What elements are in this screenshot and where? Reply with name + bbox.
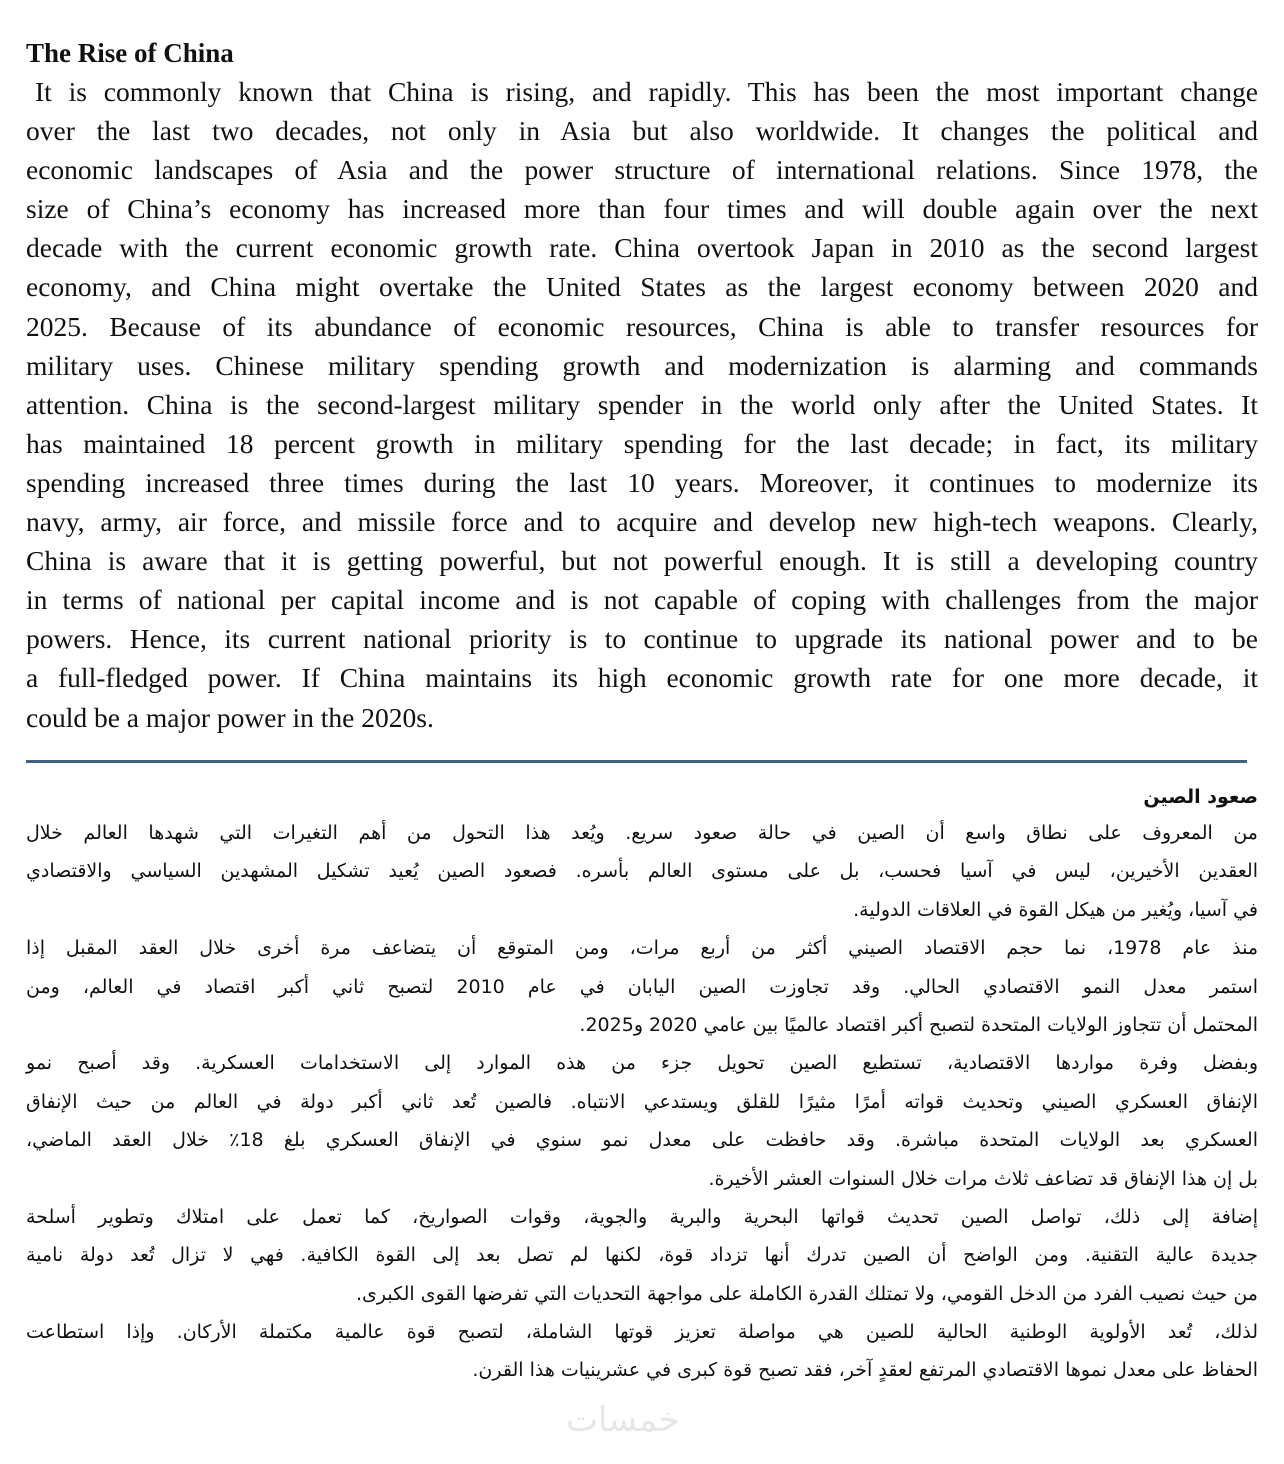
- arabic-title: صعود الصين: [1143, 786, 1258, 808]
- english-section: [26, 34, 1258, 737]
- arabic-paragraph-1: [26, 814, 1258, 929]
- text-line: in terms of national per capital income and is not capable of coping with challenges from the major: [26, 584, 1258, 616]
- text-line: من المعروف على نطاق واسع أن الصين في حالة صعود سريع. ويُعد هذا التحول من أهم التغيرات التي شهدها العالم خلال: [26, 822, 1258, 844]
- text-line: powers. Hence, its current national priority is to continue to upgrade its national power and to be: [26, 623, 1258, 655]
- text-line: بل إن هذا الإنفاق قد تضاعف ثلاث مرات خلال السنوات العشر الأخيرة.: [708, 1167, 1258, 1190]
- text-line: a full-fledged power. If China maintains its high economic growth rate for one more decade, it: [26, 662, 1258, 694]
- text-line: has maintained 18 percent growth in military spending for the last decade; in fact, its military: [26, 427, 1258, 459]
- arabic-section: [26, 780, 1258, 1390]
- text-line: military uses. Chinese military spending growth and modernization is alarming and commands: [26, 349, 1258, 381]
- text-line: size of China’s economy has increased more than four times and will double again over the next: [26, 193, 1258, 225]
- text-line: من حيث نصيب الفرد من الدخل القومي، ولا تمتلك القدرة الكاملة على مواجهة التحديات التي تفرضها القوى الكبرى.: [356, 1282, 1258, 1305]
- text-line: attention. China is the second-largest military spender in the world only after the United States. It: [26, 388, 1258, 420]
- text-line: وبفضل وفرة مواردها الاقتصادية، تستطيع الصين تحويل جزء من هذه الموارد إلى الاستخدامات العسكرية. وقد أصبح نمو: [26, 1052, 1258, 1075]
- text-line: الحفاظ على معدل نموها الاقتصادي المرتفع لعقدٍ آخر، فقد تصبح قوة كبرى في عشرينيات هذا القرن.: [472, 1359, 1258, 1382]
- arabic-paragraph-4: [26, 1198, 1258, 1313]
- english-title: The Rise of China: [26, 38, 234, 68]
- text-line: في آسيا، ويُغير من هيكل القوة في العلاقات الدولية.: [853, 898, 1258, 921]
- text-line: استمر معدل النمو الاقتصادي الحالي. وقد تجاوزت الصين اليابان في عام 2010 لتصبح ثاني أكبر اقتصاد في العالم، ومن: [26, 975, 1258, 998]
- text-line: إضافة إلى ذلك، تواصل الصين تحديث قواتها البحرية والبرية والجوية، وقوات الصواريخ، كما تعمل على امتلاك وتطوير أسلحة: [26, 1205, 1258, 1228]
- section-divider: [26, 760, 1247, 763]
- text-line: العسكري بعد الولايات المتحدة مباشرة. وقد حافظت على معدل نمو سنوي في الإنفاق العسكري بلغ 18٪ خلال العقد الماضي،: [26, 1129, 1258, 1152]
- arabic-paragraph-3: [26, 1044, 1258, 1198]
- text-line: China is aware that it is getting powerful, but not powerful enough. It is still a developing country: [26, 545, 1258, 577]
- text-line: لذلك، تُعد الأولوية الوطنية الحالية للصين هي مواصلة تعزيز قوتها الشاملة، لتصبح قوة عالمية مكتملة الأركان. وإذا استطاعت: [26, 1321, 1258, 1344]
- text-line: 2025. Because of its abundance of economic resources, China is able to transfer resources for: [26, 310, 1258, 342]
- text-line: economic landscapes of Asia and the power structure of international relations. Since 1978, the: [26, 154, 1258, 186]
- english-paragraph: [26, 72, 1258, 737]
- text-line: منذ عام 1978، نما حجم الاقتصاد الصيني أكثر من أربع مرات، ومن المتوقع أن يتضاعف مرة أخرى خلال العقد المقبل إذا: [26, 937, 1258, 960]
- watermark-logo: خمسات: [566, 1400, 680, 1440]
- text-line: decade with the current economic growth rate. China overtook Japan in 2010 as the second largest: [26, 232, 1258, 264]
- arabic-paragraph-2: [26, 929, 1258, 1044]
- text-line: navy, army, air force, and missile force and to acquire and develop new high-tech weapons. Clearly,: [26, 506, 1258, 538]
- text-line: العقدين الأخيرين، ليس في آسيا فحسب، بل على مستوى العالم بأسره. فصعود الصين يُعيد تشكيل المشهدين السياسي والاقتصادي: [26, 860, 1258, 883]
- text-line: spending increased three times during the last 10 years. Moreover, it continues to modernize its: [26, 466, 1258, 498]
- text-line: جديدة عالية التقنية. ومن الواضح أن الصين تدرك أنها تزداد قوة، لكنها لم تصل بعد إلى القوة الكافية. فهي لا تزال تُعد دولة نامية: [26, 1244, 1258, 1267]
- text-line: economy, and China might overtake the United States as the largest economy between 2020 and: [26, 271, 1258, 303]
- text-line: It is commonly known that China is rising, and rapidly. This has been the most important change: [35, 76, 1258, 107]
- arabic-paragraph-5: [26, 1313, 1258, 1390]
- text-line: الإنفاق العسكري الصيني وتحديث قواته أمرًا مثيرًا للقلق ويستدعي الانتباه. فالصين تُعد ثاني أكبر دولة في العالم من حيث الإنفاق: [26, 1090, 1258, 1113]
- text-line: could be a major power in the 2020s.: [26, 701, 434, 733]
- text-line: المحتمل أن تتجاوز الولايات المتحدة لتصبح أكبر اقتصاد عالميًا بين عامي 2020 و2025.: [579, 1013, 1258, 1036]
- text-line: over the last two decades, not only in Asia but also worldwide. It changes the political and: [26, 115, 1258, 147]
